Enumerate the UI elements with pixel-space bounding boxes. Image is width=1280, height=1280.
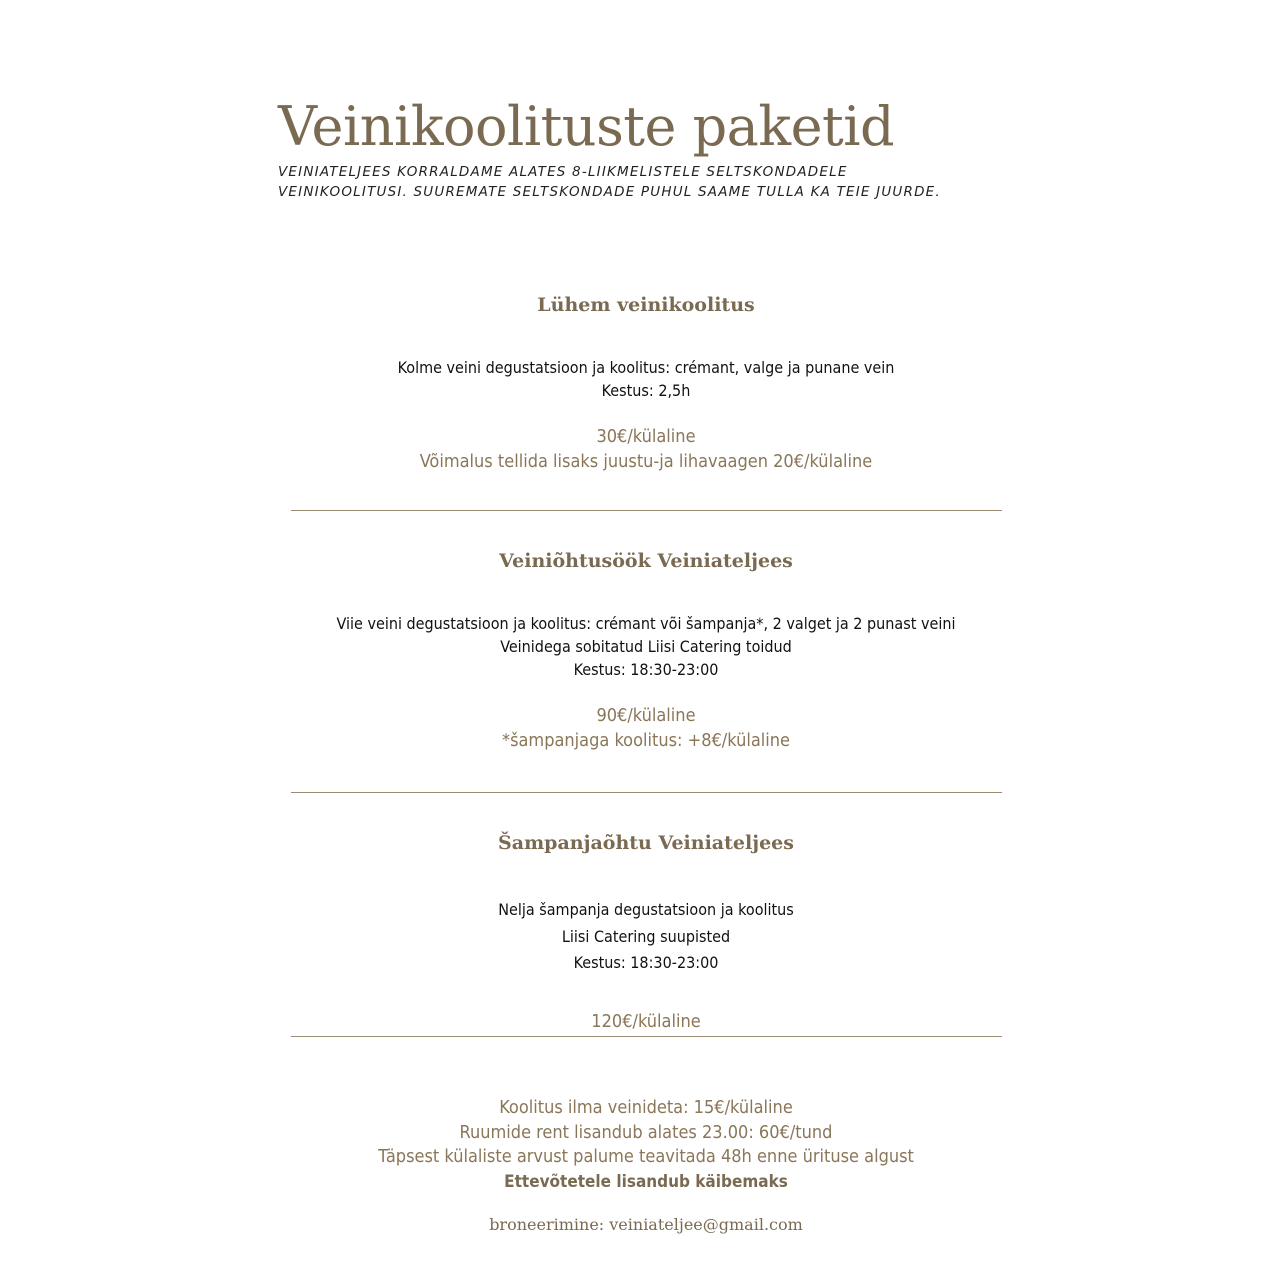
page-title: Veinikoolituste paketid: [278, 95, 895, 158]
package-duration: Kestus: 18:30-23:00: [573, 660, 719, 679]
package-duration: Kestus: 2,5h: [601, 381, 691, 400]
package-champagne-evening: [240, 829, 1052, 1034]
package-duration: Kestus: 18:30-23:00: [573, 953, 719, 972]
footer-note: Ruumide rent lisandub alates 23.00: 60€/tund: [459, 1121, 833, 1143]
package-addon-price: Võimalus tellida lisaks juustu-ja lihavaagen 20€/külaline: [419, 451, 873, 472]
footer-note: Koolitus ilma veinideta: 15€/külaline: [499, 1097, 793, 1118]
package-short-course: [240, 291, 1052, 474]
package-addon-price: *šampanjaga koolitus: +8€/külaline: [501, 730, 791, 751]
package-price: 90€/külaline: [596, 705, 696, 726]
intro-line: VEINIATELJEES KORRALDAME ALATES 8-LIIKMELISTELE SELTSKONDADELE: [278, 164, 848, 180]
section-divider: [291, 1036, 1002, 1037]
package-description-line: Liisi Catering suupisted: [561, 926, 731, 946]
package-title: Lühem veinikoolitus: [537, 294, 755, 316]
footer-vat-note: Ettevõtetele lisandub käibemaks: [504, 1171, 788, 1192]
package-title: Veiniõhtusöök Veiniateljees: [499, 550, 793, 572]
package-description-line: Veinidega sobitatud Liisi Catering toidud: [500, 637, 792, 656]
package-title: Šampanjaõhtu Veiniateljees: [498, 832, 794, 854]
package-price: 30€/külaline: [596, 426, 696, 447]
intro-line: VEINIKOOLITUSI. SUUREMATE SELTSKONDADE PUHUL SAAME TULLA KA TEIE JUURDE.: [278, 184, 941, 200]
package-description-line: Viie veini degustatsioon ja koolitus: crémant või šampanja*, 2 valget ja 2 punast veini: [336, 614, 956, 633]
section-divider: [291, 510, 1002, 511]
package-description-line: Nelja šampanja degustatsioon ja koolitus: [498, 900, 794, 919]
footer-note: Täpsest külaliste arvust palume teavitada 48h enne ürituse algust: [378, 1146, 914, 1167]
package-wine-dinner: [240, 547, 1052, 753]
intro-text: [278, 162, 1038, 202]
page-header: [278, 96, 1038, 202]
package-price: 120€/külaline: [591, 1010, 701, 1032]
package-description-line: Kolme veini degustatsioon ja koolitus: crémant, valge ja punane vein: [397, 358, 895, 377]
section-divider: [291, 792, 1002, 793]
booking-contact: broneerimine: veiniateljee@gmail.com: [489, 1215, 803, 1234]
footer-notes: [240, 1096, 1052, 1194]
